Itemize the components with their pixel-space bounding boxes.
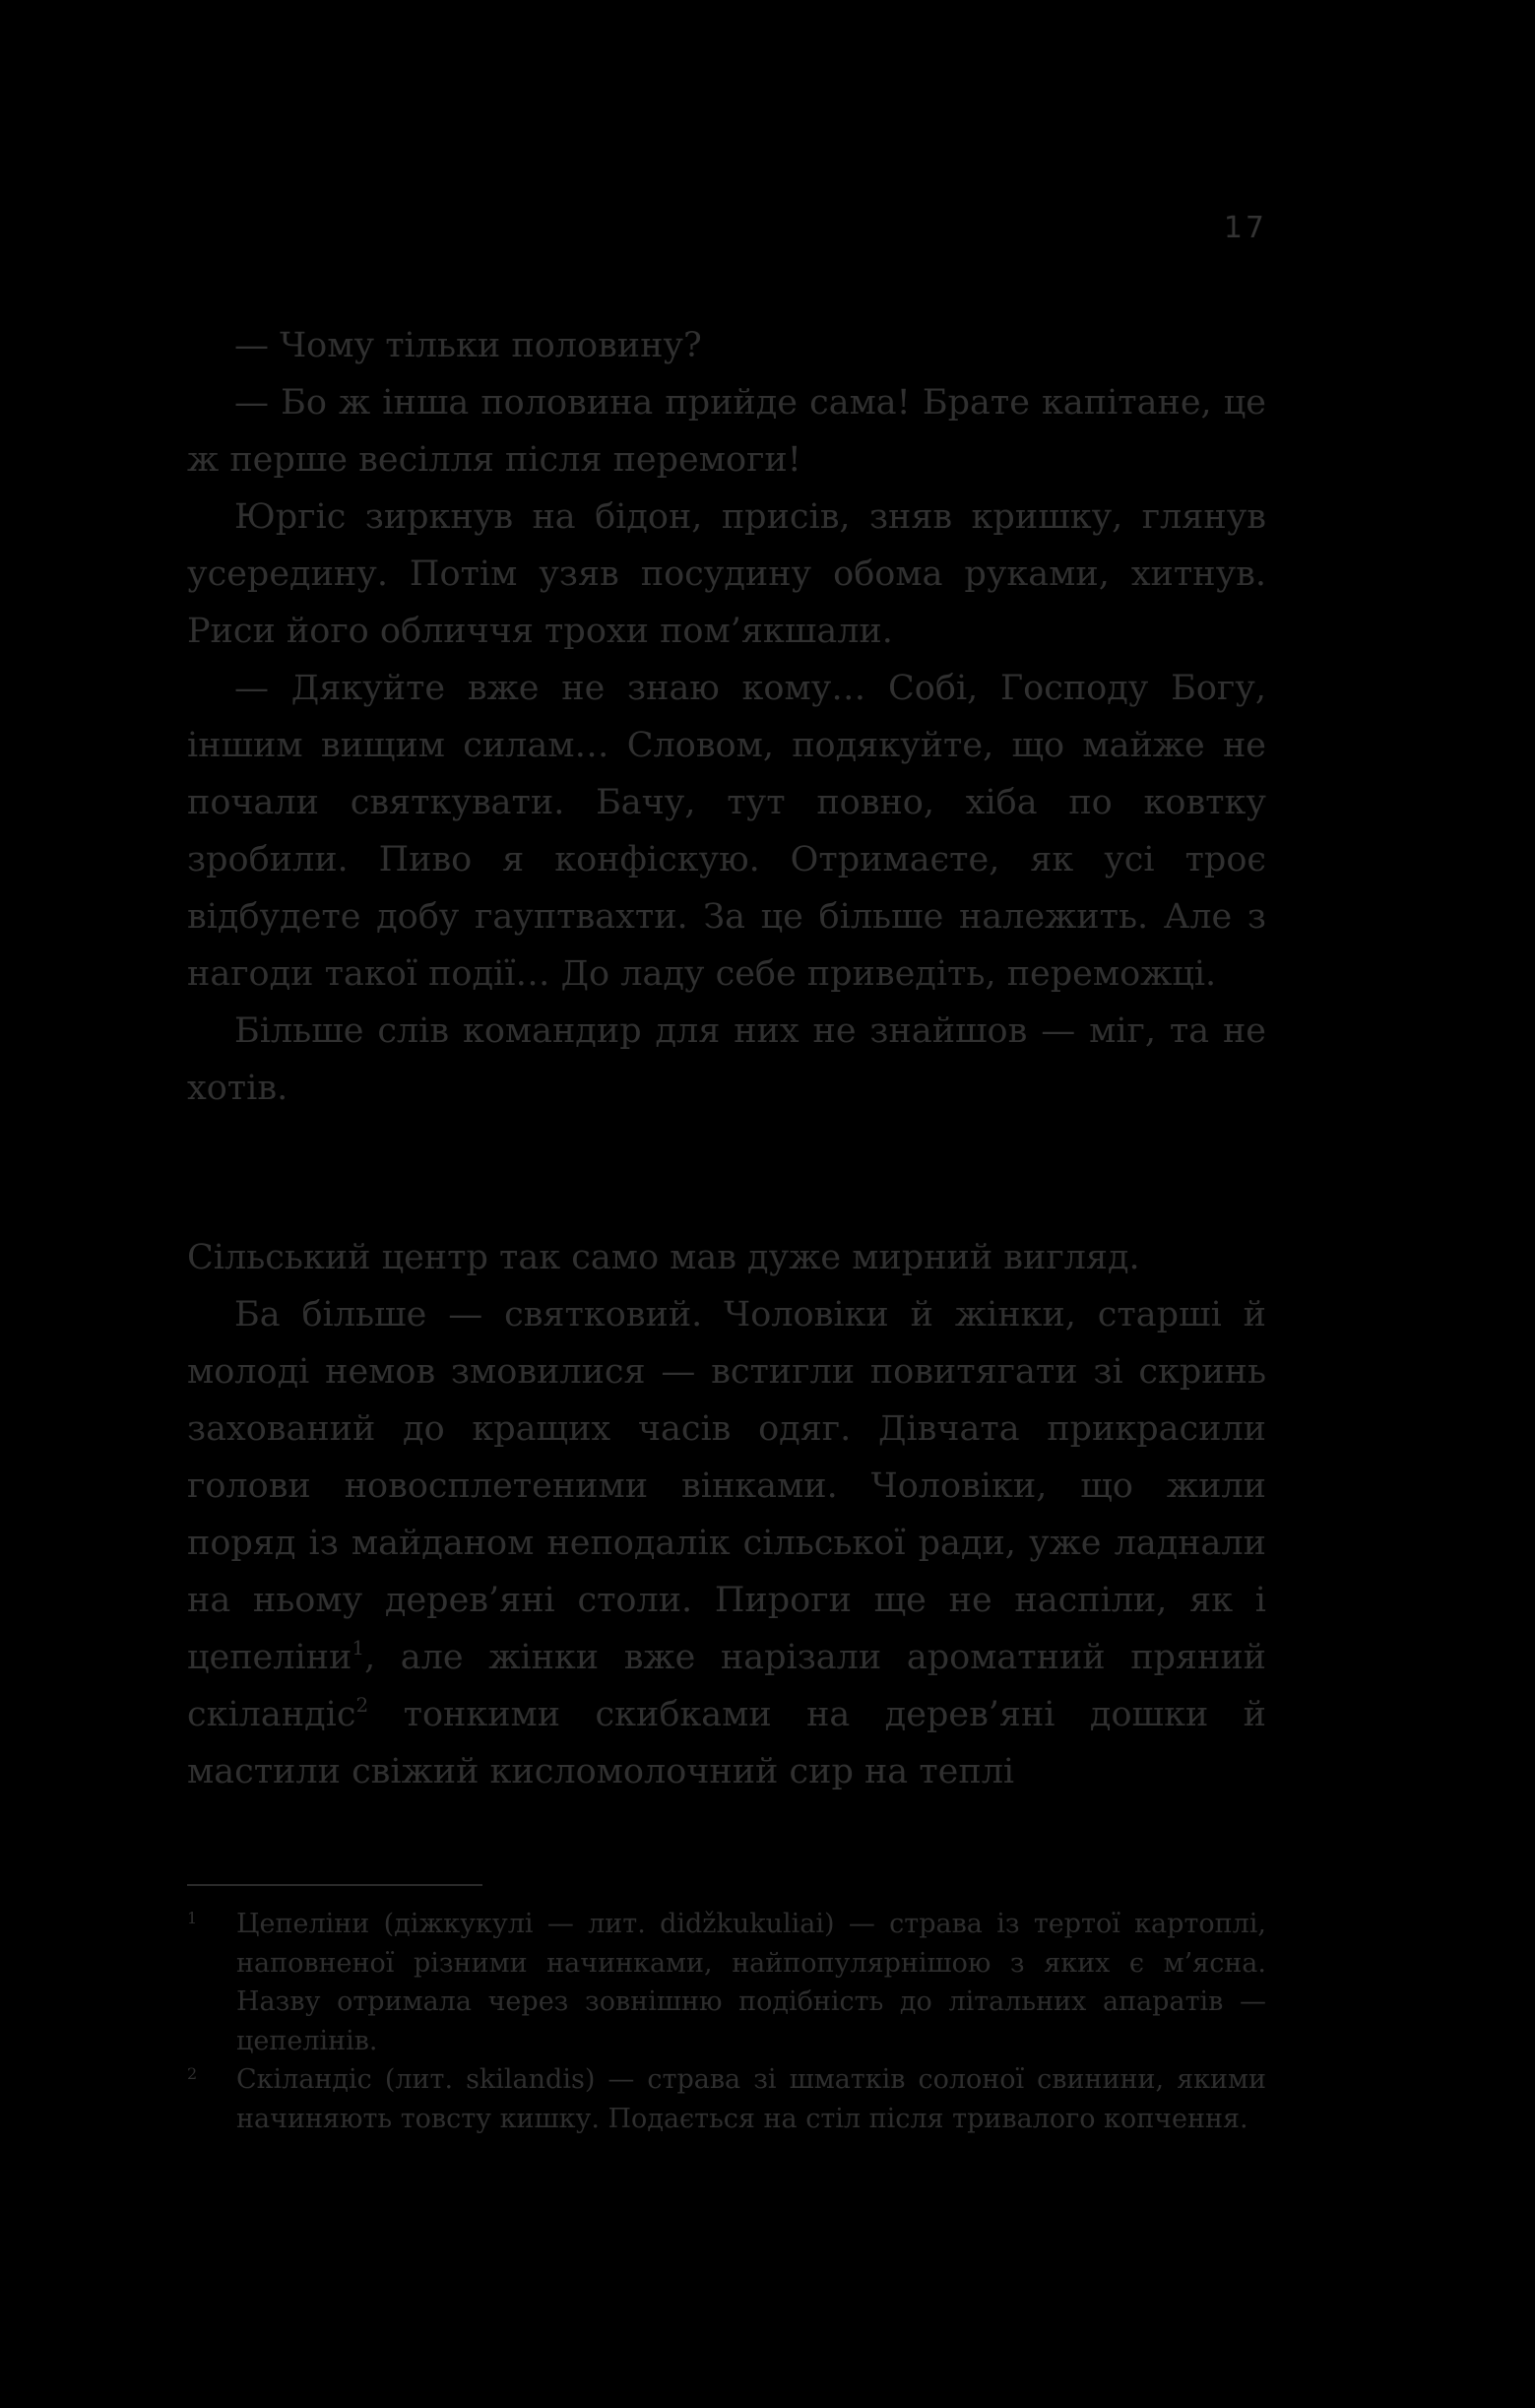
footnote-ref-2: 2 <box>355 1693 369 1717</box>
paragraph: — Чому тільки половину? <box>234 326 702 365</box>
footnote-ref-1: 1 <box>352 1636 365 1660</box>
footnote-mark: 1 <box>187 1909 198 1927</box>
text-run: тонкими скибками на дерев’яні дошки й мастили свіжий кисломолочний сир на теплі <box>187 1695 1266 1791</box>
paragraph: Юргіс зиркнув на бідон, присів, зняв кришку, глянув усередину. Потім узяв посудину обома руками, хитнув. Риси його обличчя трохи пом’якшали. <box>187 497 1266 651</box>
footnote-text: Скіландіс (лит. skilandis) — страва зі шматків солоної свинини, якими начиняють товсту кишку. Подається на стіл після тривалого копчення. <box>236 2064 1266 2134</box>
body-text-section-1 <box>187 317 1266 1117</box>
footnote-divider <box>187 1884 482 1886</box>
paragraph <box>187 1286 1266 1800</box>
paragraph: — Бо ж інша половина прийде сама! Брате капітане, це ж перше весілля після перемоги! <box>187 383 1266 480</box>
footnote-mark: 2 <box>187 2064 198 2083</box>
paragraph: — Дякуйте вже не знаю кому… Собі, Господу Богу, іншим вищим силам… Словом, подякуйте, що майже не почали святкувати. Бачу, тут повно, хіба по ковтку зробили. Пиво я конфіскую. Отримаєте, як усі троє відбудете добу гауптвахти. За це більше належить. Але з нагоди такої події… До ладу себе приведіть, переможці. <box>187 669 1266 994</box>
section-opening-paragraph: Сільський центр так само мав дуже мирний вигляд. <box>187 1238 1140 1277</box>
text-run: , але жінки вже нарізали ароматний пряний скіландіс <box>187 1638 1266 1734</box>
footnote-1 <box>187 1905 1266 2060</box>
page-number: 17 <box>1223 211 1267 245</box>
footnote-2 <box>187 2060 1266 2138</box>
body-text-section-2 <box>187 1229 1266 1800</box>
text-run: Ба більше — святковий. Чоловіки й жінки, старші й молоді немов змовилися — встигли повитягати зі скринь захований до кращих часів одяг. Дівчата прикрасили голови новосплетеними вінками. Чоловіки, що жили поряд із майданом неподалік сільської ради, уже ладнали на ньому дерев’яні столи. Пироги ще не наспіли, як і цепеліни <box>187 1295 1266 1677</box>
footnote-text: Цепеліни (діжкукулі — лит. didžkukuliai) — страва із тертої картоплі, наповненої різними начинками, найпопулярнішою з яких є м’ясна. Назву отримала через зовнішню подібність до літальних апаратів — цепелінів. <box>236 1909 1266 2056</box>
footnotes <box>187 1905 1266 2138</box>
paragraph: Більше слів командир для них не знайшов — міг, та не хотів. <box>187 1011 1266 1108</box>
